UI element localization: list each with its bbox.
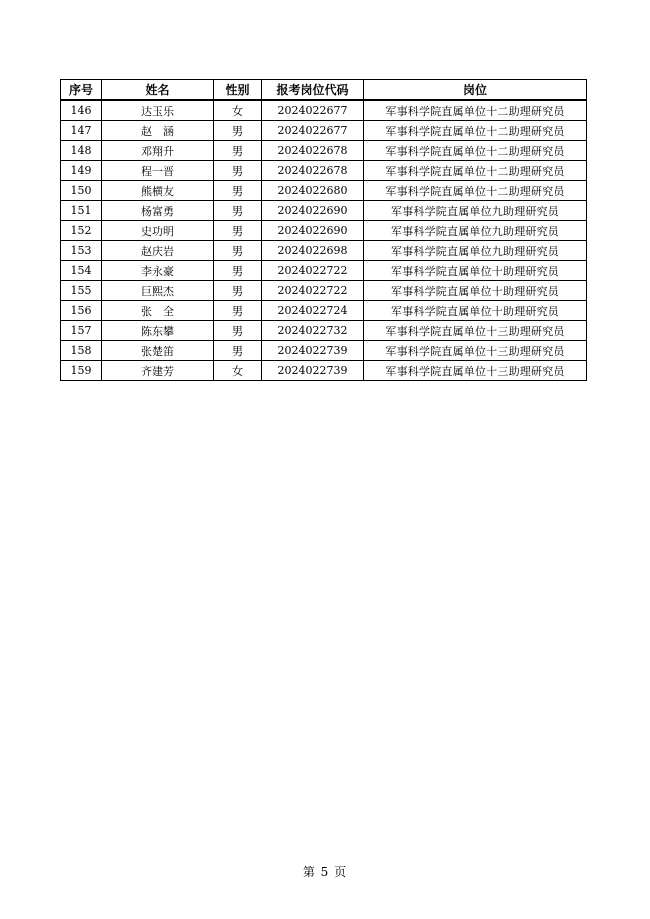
cell-gender: 男 [214, 301, 262, 321]
table-row [61, 100, 587, 121]
table-row [61, 221, 587, 241]
cell-name: 李永豪 [102, 261, 214, 281]
cell-gender: 女 [214, 100, 262, 121]
cell-gender: 男 [214, 261, 262, 281]
cell-code: 2024022680 [262, 181, 364, 201]
cell-code: 2024022698 [262, 241, 364, 261]
cell-seq: 156 [61, 301, 102, 321]
cell-seq: 158 [61, 341, 102, 361]
cell-name: 达玉乐 [102, 100, 214, 121]
cell-seq: 159 [61, 361, 102, 381]
cell-post: 军事科学院直属单位十助理研究员 [364, 301, 587, 321]
cell-name: 齐建芳 [102, 361, 214, 381]
cell-name: 杨富勇 [102, 201, 214, 221]
cell-seq: 155 [61, 281, 102, 301]
cell-post: 军事科学院直属单位十三助理研究员 [364, 361, 587, 381]
cell-post: 军事科学院直属单位十助理研究员 [364, 281, 587, 301]
cell-post: 军事科学院直属单位十二助理研究员 [364, 100, 587, 121]
cell-post: 军事科学院直属单位十二助理研究员 [364, 121, 587, 141]
cell-name: 熊横友 [102, 181, 214, 201]
header-post: 岗位 [364, 80, 587, 101]
cell-post: 军事科学院直属单位九助理研究员 [364, 201, 587, 221]
cell-post: 军事科学院直属单位十三助理研究员 [364, 341, 587, 361]
cell-gender: 男 [214, 241, 262, 261]
table-row [61, 261, 587, 281]
table-row [61, 121, 587, 141]
cell-code: 2024022739 [262, 341, 364, 361]
cell-name: 张楚笛 [102, 341, 214, 361]
cell-seq: 149 [61, 161, 102, 181]
cell-code: 2024022739 [262, 361, 364, 381]
header-code: 报考岗位代码 [262, 80, 364, 101]
cell-code: 2024022690 [262, 201, 364, 221]
cell-name: 巨熙杰 [102, 281, 214, 301]
cell-name: 邓翔升 [102, 141, 214, 161]
cell-seq: 147 [61, 121, 102, 141]
cell-gender: 男 [214, 221, 262, 241]
cell-code: 2024022690 [262, 221, 364, 241]
table-row [61, 241, 587, 261]
cell-name: 程一晋 [102, 161, 214, 181]
cell-seq: 150 [61, 181, 102, 201]
cell-name: 赵 涵 [102, 121, 214, 141]
header-seq: 序号 [61, 80, 102, 101]
cell-name: 赵庆岩 [102, 241, 214, 261]
cell-seq: 152 [61, 221, 102, 241]
cell-gender: 男 [214, 161, 262, 181]
table-row [61, 321, 587, 341]
cell-name: 张 全 [102, 301, 214, 321]
cell-gender: 男 [214, 201, 262, 221]
cell-gender: 女 [214, 361, 262, 381]
cell-seq: 146 [61, 100, 102, 121]
table-row [61, 361, 587, 381]
cell-gender: 男 [214, 341, 262, 361]
cell-post: 军事科学院直属单位九助理研究员 [364, 221, 587, 241]
table-row [61, 161, 587, 181]
table-row [61, 301, 587, 321]
cell-code: 2024022732 [262, 321, 364, 341]
cell-post: 军事科学院直属单位十三助理研究员 [364, 321, 587, 341]
cell-seq: 154 [61, 261, 102, 281]
cell-gender: 男 [214, 321, 262, 341]
cell-code: 2024022722 [262, 261, 364, 281]
table-header-row [61, 80, 587, 101]
page-number: 第 5 页 [302, 865, 348, 879]
cell-gender: 男 [214, 121, 262, 141]
header-gender: 性别 [214, 80, 262, 101]
cell-post: 军事科学院直属单位十二助理研究员 [364, 161, 587, 181]
roster-table [60, 79, 587, 381]
cell-gender: 男 [214, 181, 262, 201]
table-row [61, 141, 587, 161]
cell-code: 2024022724 [262, 301, 364, 321]
table-row [61, 341, 587, 361]
cell-post: 军事科学院直属单位九助理研究员 [364, 241, 587, 261]
cell-name: 陈东攀 [102, 321, 214, 341]
cell-code: 2024022677 [262, 121, 364, 141]
cell-post: 军事科学院直属单位十二助理研究员 [364, 181, 587, 201]
cell-code: 2024022678 [262, 141, 364, 161]
table-row [61, 281, 587, 301]
cell-seq: 153 [61, 241, 102, 261]
table-row [61, 201, 587, 221]
cell-name: 史功明 [102, 221, 214, 241]
cell-gender: 男 [214, 141, 262, 161]
cell-seq: 148 [61, 141, 102, 161]
cell-post: 军事科学院直属单位十助理研究员 [364, 261, 587, 281]
cell-code: 2024022677 [262, 100, 364, 121]
header-name: 姓名 [102, 80, 214, 101]
cell-post: 军事科学院直属单位十二助理研究员 [364, 141, 587, 161]
cell-code: 2024022678 [262, 161, 364, 181]
cell-seq: 157 [61, 321, 102, 341]
table-row [61, 181, 587, 201]
cell-gender: 男 [214, 281, 262, 301]
cell-code: 2024022722 [262, 281, 364, 301]
cell-seq: 151 [61, 201, 102, 221]
